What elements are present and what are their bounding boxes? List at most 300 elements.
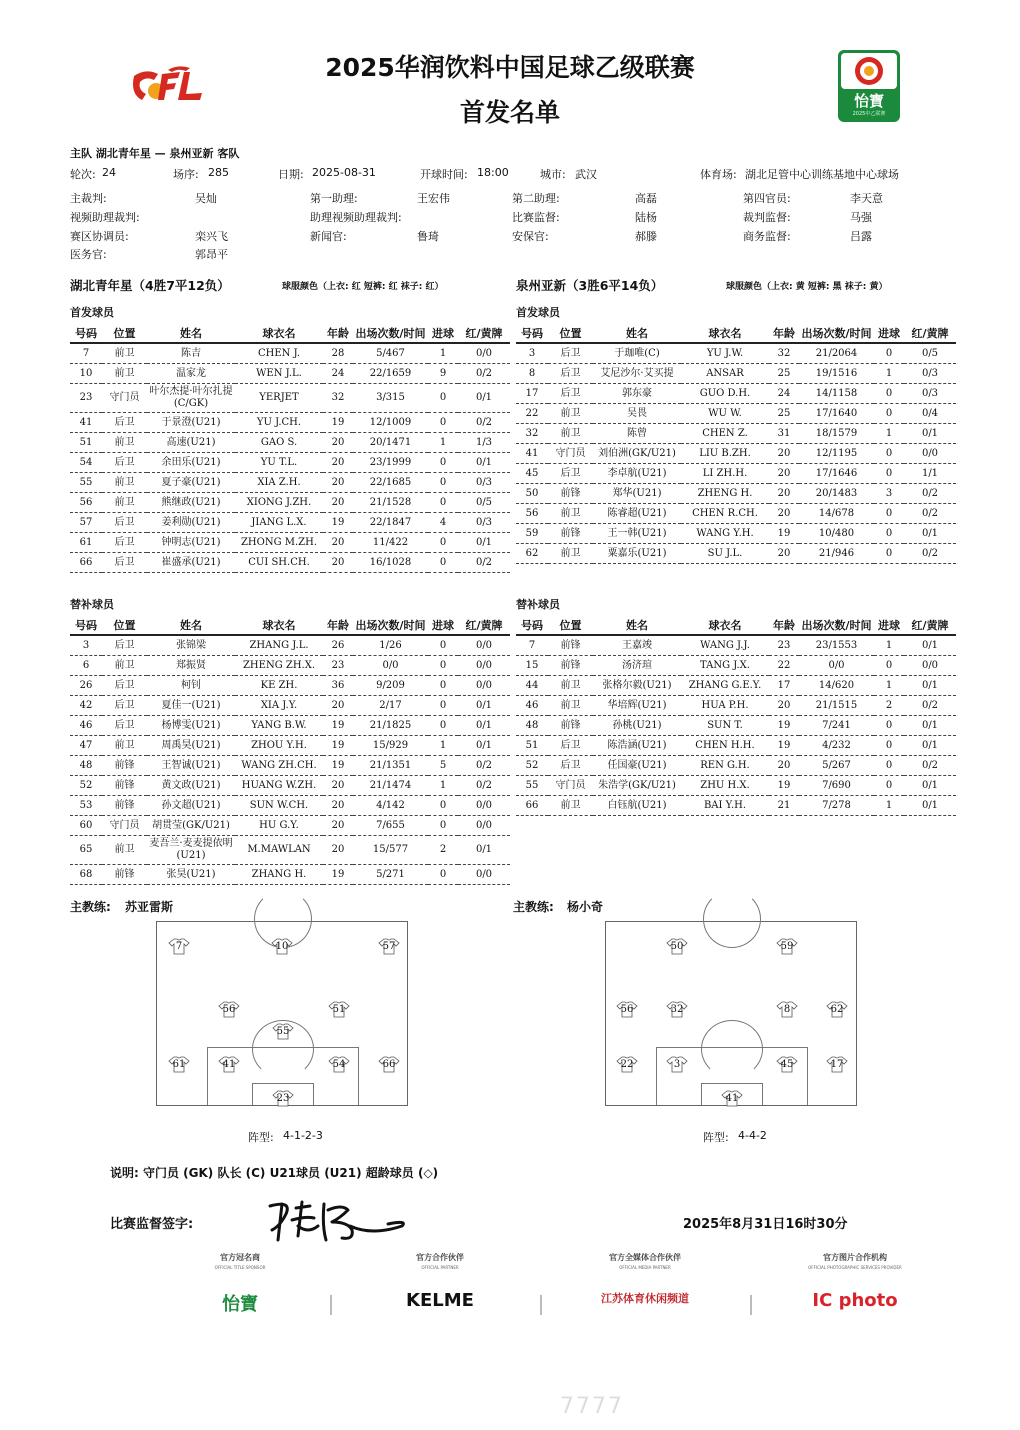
away-shirt-17: 17 bbox=[826, 1056, 848, 1073]
cell-apps: 4/232 bbox=[799, 736, 874, 756]
home-sub-row bbox=[70, 736, 510, 756]
away-formation-label: 阵型: bbox=[703, 1131, 729, 1144]
cell-name: 高速(U21) bbox=[147, 433, 235, 453]
column-header: 出场次数/时间 bbox=[353, 616, 428, 635]
cell-cards: 0/1 bbox=[904, 776, 956, 796]
home-starter-row bbox=[70, 473, 510, 493]
home-shirt-61: 61 bbox=[168, 1056, 190, 1073]
official-name: 吕露 bbox=[850, 230, 872, 243]
cell-apps: 18/1579 bbox=[799, 424, 874, 444]
cell-apps: 5/271 bbox=[353, 865, 428, 885]
cell-number: 66 bbox=[70, 553, 102, 573]
cell-position: 前卫 bbox=[102, 736, 147, 756]
cell-age: 20 bbox=[323, 553, 353, 573]
cell-cards: 0/4 bbox=[904, 404, 956, 424]
cell-number: 62 bbox=[516, 544, 548, 564]
cell-name: 王一韩(U21) bbox=[593, 524, 681, 544]
cell-apps: 21/1528 bbox=[353, 493, 428, 513]
cell-goals: 0 bbox=[428, 676, 458, 696]
round-value: 24 bbox=[102, 166, 116, 179]
cell-cards: 0/3 bbox=[458, 473, 510, 493]
cell-shirt-name: CHEN J. bbox=[235, 343, 323, 364]
cell-goals: 1 bbox=[874, 364, 904, 384]
away-shirt-62: 62 bbox=[826, 1001, 848, 1018]
cell-cards: 0/0 bbox=[458, 343, 510, 364]
away-shirt-45: 45 bbox=[776, 1056, 798, 1073]
cell-apps: 21/1825 bbox=[353, 716, 428, 736]
cell-cards: 0/0 bbox=[904, 656, 956, 676]
home-sub-row bbox=[70, 676, 510, 696]
cell-age: 36 bbox=[323, 676, 353, 696]
cell-cards: 0/1 bbox=[458, 836, 510, 865]
cell-name: 张格尔毅(U21) bbox=[593, 676, 681, 696]
handwritten-signature bbox=[262, 1196, 412, 1250]
cell-age: 20 bbox=[323, 493, 353, 513]
cell-goals: 2 bbox=[874, 696, 904, 716]
cell-number: 56 bbox=[70, 493, 102, 513]
cell-name: 杨博雯(U21) bbox=[147, 716, 235, 736]
cell-number: 3 bbox=[70, 635, 102, 656]
cell-shirt-name: WANG Y.H. bbox=[681, 524, 769, 544]
sponsor-subtitle: OFFICIAL TITLE SPONSOR bbox=[214, 1265, 266, 1270]
cell-number: 46 bbox=[516, 696, 548, 716]
official-role-label: 裁判监督: bbox=[743, 211, 791, 224]
cell-position: 前卫 bbox=[548, 676, 593, 696]
cell-age: 20 bbox=[769, 544, 799, 564]
cell-number: 10 bbox=[70, 364, 102, 384]
cell-name: 柯钊 bbox=[147, 676, 235, 696]
cell-goals: 0 bbox=[874, 756, 904, 776]
cell-cards: 0/5 bbox=[458, 493, 510, 513]
cell-number: 54 bbox=[70, 453, 102, 473]
column-header: 进球 bbox=[428, 616, 458, 635]
cell-name: 汤济瑄 bbox=[593, 656, 681, 676]
cell-position: 前卫 bbox=[102, 836, 147, 865]
sponsor-divider bbox=[540, 1295, 542, 1315]
cell-number: 32 bbox=[516, 424, 548, 444]
away-sub-row bbox=[516, 756, 956, 776]
home-sub-row bbox=[70, 696, 510, 716]
away-sub-row bbox=[516, 716, 956, 736]
cell-name: 郑华(U21) bbox=[593, 484, 681, 504]
cell-age: 25 bbox=[769, 404, 799, 424]
cell-apps: 7/690 bbox=[799, 776, 874, 796]
column-header: 号码 bbox=[516, 616, 548, 635]
away-shirt-50: 50 bbox=[666, 938, 688, 955]
cell-position: 前卫 bbox=[102, 343, 147, 364]
cell-name: 余田乐(U21) bbox=[147, 453, 235, 473]
cell-cards: 0/1 bbox=[904, 424, 956, 444]
cell-apps: 10/480 bbox=[799, 524, 874, 544]
cell-position: 后卫 bbox=[548, 756, 593, 776]
cell-apps: 22/1847 bbox=[353, 513, 428, 533]
date-value: 2025-08-31 bbox=[312, 166, 376, 179]
cell-goals: 0 bbox=[874, 776, 904, 796]
home-coach-label: 主教练: bbox=[70, 900, 111, 914]
cell-apps: 7/655 bbox=[353, 816, 428, 836]
cell-goals: 0 bbox=[428, 453, 458, 473]
cell-position: 后卫 bbox=[102, 676, 147, 696]
column-header: 出场次数/时间 bbox=[353, 324, 428, 343]
cell-number: 17 bbox=[516, 384, 548, 404]
cell-apps: 23/1553 bbox=[799, 635, 874, 656]
away-starter-row bbox=[516, 404, 956, 424]
sponsor-role: 官方全媒体合作伙伴 bbox=[609, 1253, 681, 1262]
home-subs-label: 替补球员 bbox=[70, 598, 114, 611]
cell-shirt-name: YERJET bbox=[235, 384, 323, 413]
cell-number: 52 bbox=[70, 776, 102, 796]
sponsor-logo: KELME bbox=[406, 1290, 474, 1311]
cell-age: 20 bbox=[769, 464, 799, 484]
home-formation-pitch bbox=[156, 921, 408, 1106]
cell-cards: 0/1 bbox=[458, 716, 510, 736]
cell-apps: 15/577 bbox=[353, 836, 428, 865]
cell-apps: 21/2064 bbox=[799, 343, 874, 364]
cell-apps: 3/315 bbox=[353, 384, 428, 413]
away-kit-colors: 球服颜色（上衣: 黄 短裤: 黑 袜子: 黄） bbox=[726, 282, 888, 292]
column-header: 球衣名 bbox=[681, 616, 769, 635]
cell-shirt-name: ZHOU Y.H. bbox=[235, 736, 323, 756]
cell-apps: 0/0 bbox=[799, 656, 874, 676]
cell-goals: 1 bbox=[428, 433, 458, 453]
cell-number: 53 bbox=[70, 796, 102, 816]
cell-shirt-name: YU J.CH. bbox=[235, 413, 323, 433]
column-header: 进球 bbox=[874, 616, 904, 635]
match-no-value: 285 bbox=[208, 166, 229, 179]
cell-apps: 4/142 bbox=[353, 796, 428, 816]
cell-goals: 0 bbox=[428, 635, 458, 656]
cell-position: 前卫 bbox=[548, 696, 593, 716]
sponsor-logo: 怡寶 bbox=[222, 1294, 258, 1315]
away-starter-row bbox=[516, 484, 956, 504]
home-starter-row bbox=[70, 343, 510, 364]
cell-goals: 0 bbox=[428, 473, 458, 493]
cell-shirt-name: WU W. bbox=[681, 404, 769, 424]
cell-position: 守门员 bbox=[548, 776, 593, 796]
cell-age: 22 bbox=[769, 656, 799, 676]
home-coach: 苏亚雷斯 bbox=[125, 900, 174, 914]
cell-number: 51 bbox=[516, 736, 548, 756]
official-role-label: 第一助理: bbox=[310, 192, 358, 205]
cell-shirt-name: ZHANG G.E.Y. bbox=[681, 676, 769, 696]
cell-cards: 0/2 bbox=[458, 413, 510, 433]
cell-name: 陈浩涵(U21) bbox=[593, 736, 681, 756]
cell-age: 17 bbox=[769, 676, 799, 696]
official-role-label: 第四官员: bbox=[743, 192, 791, 205]
home-sub-row bbox=[70, 865, 510, 885]
cell-name: 朱浩学(GK/U21) bbox=[593, 776, 681, 796]
sponsor-subtitle: OFFICIAL PARTNER bbox=[421, 1265, 459, 1270]
home-shirt-51: 51 bbox=[328, 1001, 350, 1018]
teams-line: 主队 湖北青年星 — 泉州亚新 客队 bbox=[70, 147, 240, 160]
cell-goals: 9 bbox=[428, 364, 458, 384]
cell-number: 51 bbox=[70, 433, 102, 453]
official-role-label: 视频助理裁判: bbox=[70, 211, 140, 224]
venue-value: 湖北足管中心训练基地中心球场 bbox=[745, 168, 899, 181]
home-shirt-55: 55 bbox=[272, 1023, 294, 1040]
official-role-label: 新闻官: bbox=[310, 230, 347, 243]
cell-shirt-name: CHEN R.CH. bbox=[681, 504, 769, 524]
cell-apps: 21/1515 bbox=[799, 696, 874, 716]
cell-name: 华培辉(U21) bbox=[593, 696, 681, 716]
cell-position: 前卫 bbox=[548, 404, 593, 424]
cell-name: 叶尔杰提·叶尔扎提(C/GK) bbox=[147, 384, 235, 413]
cell-position: 前卫 bbox=[102, 433, 147, 453]
sponsor-role: 官方冠名商 bbox=[220, 1253, 260, 1262]
away-sub-row bbox=[516, 796, 956, 816]
column-header: 年龄 bbox=[769, 616, 799, 635]
home-subs-table bbox=[70, 616, 510, 885]
cell-apps: 14/1158 bbox=[799, 384, 874, 404]
cell-age: 24 bbox=[769, 384, 799, 404]
cell-name: 张昊(U21) bbox=[147, 865, 235, 885]
column-header: 球衣名 bbox=[235, 324, 323, 343]
cell-goals: 0 bbox=[874, 343, 904, 364]
cell-goals: 0 bbox=[428, 493, 458, 513]
cell-name: 孙桃(U21) bbox=[593, 716, 681, 736]
cell-goals: 0 bbox=[428, 533, 458, 553]
cell-shirt-name: HU G.Y. bbox=[235, 816, 323, 836]
cell-number: 22 bbox=[516, 404, 548, 424]
home-shirt-57: 57 bbox=[378, 938, 400, 955]
cell-age: 19 bbox=[323, 716, 353, 736]
official-role-label: 安保官: bbox=[512, 230, 549, 243]
sponsor-divider bbox=[330, 1295, 332, 1315]
cell-shirt-name: XIONG J.ZH. bbox=[235, 493, 323, 513]
column-header: 号码 bbox=[70, 616, 102, 635]
cell-cards: 0/2 bbox=[904, 484, 956, 504]
cell-apps: 14/620 bbox=[799, 676, 874, 696]
cell-goals: 1 bbox=[428, 343, 458, 364]
cell-shirt-name: SUN W.CH. bbox=[235, 796, 323, 816]
home-sub-row bbox=[70, 796, 510, 816]
cell-apps: 7/241 bbox=[799, 716, 874, 736]
cell-shirt-name: YU J.W. bbox=[681, 343, 769, 364]
cell-number: 26 bbox=[70, 676, 102, 696]
cell-position: 前卫 bbox=[548, 796, 593, 816]
cell-name: 李卓航(U21) bbox=[593, 464, 681, 484]
cell-age: 20 bbox=[323, 453, 353, 473]
cell-cards: 0/2 bbox=[904, 756, 956, 776]
away-starter-row bbox=[516, 524, 956, 544]
cell-position: 前锋 bbox=[548, 656, 593, 676]
cell-cards: 0/0 bbox=[904, 444, 956, 464]
cell-shirt-name: ZHANG J.L. bbox=[235, 635, 323, 656]
cell-position: 后卫 bbox=[102, 453, 147, 473]
official-name: 陆杨 bbox=[635, 211, 657, 224]
cell-goals: 0 bbox=[874, 544, 904, 564]
cell-number: 60 bbox=[70, 816, 102, 836]
away-sub-row bbox=[516, 635, 956, 656]
cell-apps: 5/467 bbox=[353, 343, 428, 364]
column-header: 年龄 bbox=[769, 324, 799, 343]
cell-shirt-name: SUN T. bbox=[681, 716, 769, 736]
cell-position: 守门员 bbox=[102, 384, 147, 413]
column-header: 位置 bbox=[548, 616, 593, 635]
away-sub-row bbox=[516, 696, 956, 716]
cell-shirt-name: ZHANG H. bbox=[235, 865, 323, 885]
away-shirt-32: 32 bbox=[666, 1001, 688, 1018]
cell-position: 前锋 bbox=[548, 635, 593, 656]
away-shirt-59: 59 bbox=[776, 938, 798, 955]
cell-age: 19 bbox=[769, 736, 799, 756]
cell-number: 55 bbox=[70, 473, 102, 493]
cell-number: 56 bbox=[516, 504, 548, 524]
cell-goals: 0 bbox=[428, 816, 458, 836]
cell-goals: 0 bbox=[874, 716, 904, 736]
official-role-label: 第二助理: bbox=[512, 192, 560, 205]
sponsor-logo: IC photo bbox=[812, 1290, 898, 1311]
cell-position: 守门员 bbox=[548, 444, 593, 464]
cell-goals: 0 bbox=[428, 865, 458, 885]
away-starter-row bbox=[516, 424, 956, 444]
cell-goals: 0 bbox=[428, 696, 458, 716]
cell-cards: 0/0 bbox=[458, 816, 510, 836]
column-header: 红/黄牌 bbox=[458, 616, 510, 635]
cell-goals: 4 bbox=[428, 513, 458, 533]
cell-number: 57 bbox=[70, 513, 102, 533]
cell-goals: 1 bbox=[874, 796, 904, 816]
home-shirt-41: 41 bbox=[218, 1056, 240, 1073]
home-team-title: 湖北青年星（4胜7平12负） bbox=[70, 278, 230, 293]
cell-number: 45 bbox=[516, 464, 548, 484]
cell-cards: 0/3 bbox=[904, 384, 956, 404]
cell-name: 任国豪(U21) bbox=[593, 756, 681, 776]
cell-position: 后卫 bbox=[102, 413, 147, 433]
away-coach: 杨小奇 bbox=[567, 900, 604, 914]
cell-goals: 0 bbox=[874, 464, 904, 484]
home-starter-row bbox=[70, 413, 510, 433]
cell-apps: 19/1516 bbox=[799, 364, 874, 384]
cell-shirt-name: HUA P.H. bbox=[681, 696, 769, 716]
official-name: 郝滕 bbox=[635, 230, 657, 243]
cell-position: 后卫 bbox=[548, 464, 593, 484]
cell-cards: 0/2 bbox=[458, 776, 510, 796]
cell-shirt-name: JIANG L.X. bbox=[235, 513, 323, 533]
column-header: 红/黄牌 bbox=[904, 324, 956, 343]
cell-shirt-name: WEN J.L. bbox=[235, 364, 323, 384]
cell-position: 守门员 bbox=[102, 816, 147, 836]
signature-label: 比赛监督签字: bbox=[110, 1217, 194, 1232]
column-header: 号码 bbox=[70, 324, 102, 343]
cell-number: 50 bbox=[516, 484, 548, 504]
cell-name: 麦吾兰·麦麦提依明(U21) bbox=[147, 836, 235, 865]
away-starter-row bbox=[516, 384, 956, 404]
column-header: 球衣名 bbox=[681, 324, 769, 343]
cell-apps: 7/278 bbox=[799, 796, 874, 816]
home-shirt-54: 54 bbox=[328, 1056, 350, 1073]
away-subs-table bbox=[516, 616, 956, 816]
cell-position: 前锋 bbox=[102, 756, 147, 776]
cell-apps: 23/1999 bbox=[353, 453, 428, 473]
cell-age: 20 bbox=[769, 504, 799, 524]
home-starter-row bbox=[70, 493, 510, 513]
cell-number: 59 bbox=[516, 524, 548, 544]
cell-shirt-name: ZHU H.X. bbox=[681, 776, 769, 796]
cell-age: 20 bbox=[769, 696, 799, 716]
city-label: 城市: bbox=[540, 168, 566, 181]
cell-number: 48 bbox=[70, 756, 102, 776]
cell-shirt-name: GUO D.H. bbox=[681, 384, 769, 404]
cell-apps: 20/1471 bbox=[353, 433, 428, 453]
cell-name: 钟明志(U21) bbox=[147, 533, 235, 553]
home-starters-table bbox=[70, 324, 510, 573]
cell-cards: 0/1 bbox=[904, 635, 956, 656]
cell-number: 41 bbox=[70, 413, 102, 433]
match-no-label: 场序: bbox=[173, 168, 199, 181]
home-sub-row bbox=[70, 756, 510, 776]
home-starter-row bbox=[70, 364, 510, 384]
cell-apps: 22/1685 bbox=[353, 473, 428, 493]
page-subtitle: 首发名单 bbox=[459, 98, 560, 127]
cell-number: 3 bbox=[516, 343, 548, 364]
cell-number: 46 bbox=[70, 716, 102, 736]
official-role-label: 助理视频助理裁判: bbox=[310, 211, 402, 224]
home-starter-row bbox=[70, 453, 510, 473]
cell-position: 前卫 bbox=[548, 504, 593, 524]
cell-name: 胡贯莹(GK/U21) bbox=[147, 816, 235, 836]
column-header: 姓名 bbox=[593, 324, 681, 343]
cell-age: 32 bbox=[769, 343, 799, 364]
cell-apps: 17/1646 bbox=[799, 464, 874, 484]
cell-position: 前锋 bbox=[102, 796, 147, 816]
official-role-label: 比赛监督: bbox=[512, 211, 560, 224]
official-name: 栾兴飞 bbox=[195, 230, 228, 243]
cell-age: 20 bbox=[323, 533, 353, 553]
away-starter-row bbox=[516, 464, 956, 484]
away-sub-row bbox=[516, 776, 956, 796]
cell-position: 前卫 bbox=[102, 473, 147, 493]
cell-shirt-name: YU T.L. bbox=[235, 453, 323, 473]
cell-goals: 0 bbox=[428, 716, 458, 736]
cell-apps: 21/1351 bbox=[353, 756, 428, 776]
cell-apps: 12/1009 bbox=[353, 413, 428, 433]
sponsor-role: 官方图片合作机构 bbox=[823, 1253, 887, 1262]
cell-goals: 1 bbox=[428, 776, 458, 796]
page-title: 2025华润饮料中国足球乙级联赛 bbox=[325, 53, 695, 82]
cell-position: 后卫 bbox=[102, 696, 147, 716]
cell-shirt-name: ZHENG ZH.X. bbox=[235, 656, 323, 676]
cell-shirt-name: WANG ZH.CH. bbox=[235, 756, 323, 776]
home-kit-colors: 球服颜色（上衣: 红 短裤: 红 袜子: 红） bbox=[282, 282, 444, 292]
cell-name: 吴畏 bbox=[593, 404, 681, 424]
cell-apps: 17/1640 bbox=[799, 404, 874, 424]
away-starters-table bbox=[516, 324, 956, 564]
watermark: 7777 bbox=[560, 1394, 624, 1419]
official-name: 高磊 bbox=[635, 192, 657, 205]
cell-cards: 0/2 bbox=[904, 504, 956, 524]
cell-shirt-name: ANSAR bbox=[681, 364, 769, 384]
cell-shirt-name: LI ZH.H. bbox=[681, 464, 769, 484]
home-starter-row bbox=[70, 513, 510, 533]
cell-age: 20 bbox=[323, 816, 353, 836]
official-name: 李天意 bbox=[850, 192, 883, 205]
cell-name: 陈吉 bbox=[147, 343, 235, 364]
cell-position: 前锋 bbox=[548, 484, 593, 504]
official-role-label: 商务监督: bbox=[743, 230, 791, 243]
cell-number: 15 bbox=[516, 656, 548, 676]
cell-goals: 3 bbox=[874, 484, 904, 504]
sponsor-subtitle: OFFICIAL PHOTOGRAPHIC SERVICES PROVIDER bbox=[808, 1265, 902, 1270]
cell-cards: 0/0 bbox=[458, 635, 510, 656]
sponsor-logo: 怡寶 2025中乙联赛 bbox=[838, 50, 900, 122]
cell-goals: 0 bbox=[874, 736, 904, 756]
cell-cards: 0/1 bbox=[458, 533, 510, 553]
cell-shirt-name: ZHONG M.ZH. bbox=[235, 533, 323, 553]
cell-shirt-name: HUANG W.ZH. bbox=[235, 776, 323, 796]
away-team-title: 泉州亚新（3胜6平14负） bbox=[516, 278, 664, 293]
home-shirt-7: 7 bbox=[168, 938, 190, 955]
